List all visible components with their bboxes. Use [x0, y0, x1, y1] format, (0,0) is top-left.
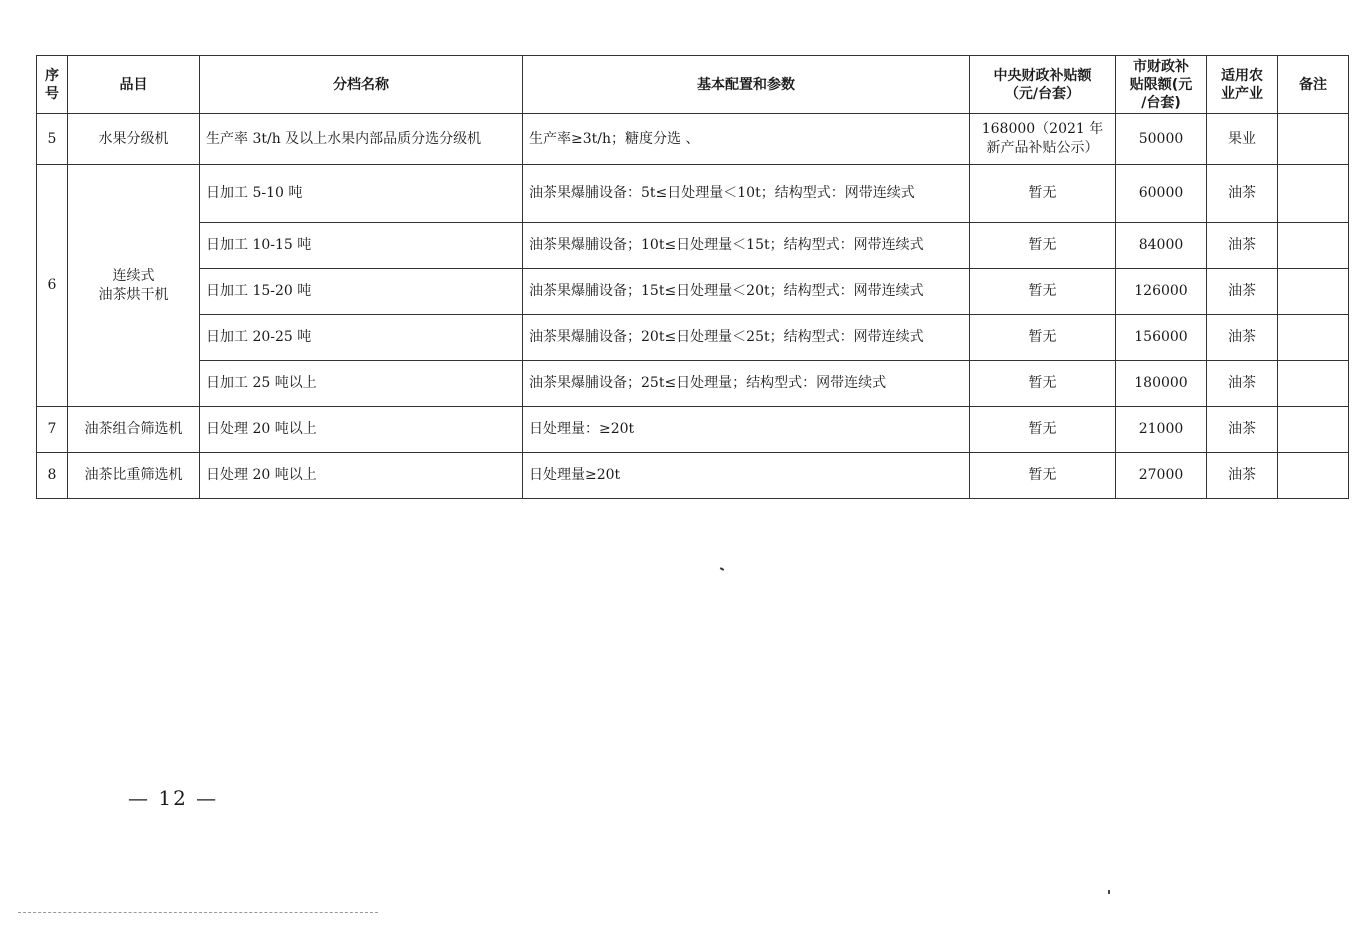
- cell-remark: [1278, 165, 1349, 223]
- cell-config: 油茶果爆脯设备；25t≤日处理量；结构型式：网带连续式: [523, 361, 970, 407]
- table-row: [37, 165, 1349, 223]
- page-number: — 12 —: [128, 786, 219, 810]
- cell-grade: 日处理 20 吨以上: [200, 453, 523, 499]
- cell-central-subsidy: 暂无: [970, 453, 1116, 499]
- table-row: [37, 407, 1349, 453]
- cell-config: 日处理量：≥20t: [523, 407, 970, 453]
- cell-central-subsidy: 168000（2021 年新产品补贴公示）: [970, 114, 1116, 165]
- cell-industry: 果业: [1207, 114, 1278, 165]
- header-seq: 序 号: [37, 56, 68, 114]
- cell-central-subsidy: 暂无: [970, 315, 1116, 361]
- cell-config: 油茶果爆脯设备；15t≤日处理量＜20t；结构型式：网带连续式: [523, 269, 970, 315]
- cell-city-subsidy: 156000: [1116, 315, 1207, 361]
- header-config: 基本配置和参数: [523, 56, 970, 114]
- header-industry: 适用农 业产业: [1207, 56, 1278, 114]
- cell-remark: [1278, 269, 1349, 315]
- cell-remark: [1278, 453, 1349, 499]
- cell-city-subsidy: 180000: [1116, 361, 1207, 407]
- cell-industry: 油茶: [1207, 269, 1278, 315]
- cell-central-subsidy: 暂无: [970, 165, 1116, 223]
- cell-remark: [1278, 114, 1349, 165]
- cell-industry: 油茶: [1207, 223, 1278, 269]
- cell-config: 油茶果爆脯设备：5t≤日处理量＜10t；结构型式：网带连续式: [523, 165, 970, 223]
- cell-industry: 油茶: [1207, 361, 1278, 407]
- cell-remark: [1278, 315, 1349, 361]
- header-central-subsidy: 中央财政补贴额 （元/台套）: [970, 56, 1116, 114]
- cell-grade: 日加工 25 吨以上: [200, 361, 523, 407]
- cell-central-subsidy: 暂无: [970, 407, 1116, 453]
- cell-config: 油茶果爆脯设备；10t≤日处理量＜15t；结构型式：网带连续式: [523, 223, 970, 269]
- cell-central-subsidy: 暂无: [970, 223, 1116, 269]
- cell-grade: 日加工 20-25 吨: [200, 315, 523, 361]
- cell-grade: 日处理 20 吨以上: [200, 407, 523, 453]
- cell-item: 水果分级机: [68, 114, 200, 165]
- cell-city-subsidy: 84000: [1116, 223, 1207, 269]
- table-row: [37, 453, 1349, 499]
- table-row: [37, 269, 1349, 315]
- cell-city-subsidy: 50000: [1116, 114, 1207, 165]
- cell-config: 日处理量≥20t: [523, 453, 970, 499]
- table-row: [37, 315, 1349, 361]
- header-item: 品目: [68, 56, 200, 114]
- cell-industry: 油茶: [1207, 407, 1278, 453]
- cell-central-subsidy: 暂无: [970, 269, 1116, 315]
- cell-remark: [1278, 361, 1349, 407]
- scan-speck: [1108, 890, 1110, 894]
- cell-city-subsidy: 21000: [1116, 407, 1207, 453]
- cell-seq: 6: [37, 165, 68, 407]
- cell-grade: 日加工 15-20 吨: [200, 269, 523, 315]
- cell-industry: 油茶: [1207, 165, 1278, 223]
- table-row: [37, 361, 1349, 407]
- cell-city-subsidy: 126000: [1116, 269, 1207, 315]
- table-row: [37, 114, 1349, 165]
- cell-seq: 8: [37, 453, 68, 499]
- cell-config: 生产率≥3t/h；糖度分选 、: [523, 114, 970, 165]
- cell-config: 油茶果爆脯设备；20t≤日处理量＜25t；结构型式：网带连续式: [523, 315, 970, 361]
- table-row: [37, 223, 1349, 269]
- cell-remark: [1278, 223, 1349, 269]
- header-city-subsidy: 市财政补 贴限额(元 /台套): [1116, 56, 1207, 114]
- cell-city-subsidy: 60000: [1116, 165, 1207, 223]
- table-header-row: [37, 56, 1349, 114]
- cell-central-subsidy: 暂无: [970, 361, 1116, 407]
- subsidy-table: [36, 55, 1349, 499]
- cell-grade: 生产率 3t/h 及以上水果内部品质分选分级机: [200, 114, 523, 165]
- header-grade: 分档名称: [200, 56, 523, 114]
- scan-speck: [720, 567, 724, 571]
- cell-seq: 5: [37, 114, 68, 165]
- cell-grade: 日加工 5-10 吨: [200, 165, 523, 223]
- cell-remark: [1278, 407, 1349, 453]
- scan-edge-line: [18, 912, 378, 913]
- header-remark: 备注: [1278, 56, 1349, 114]
- cell-item: 油茶比重筛选机: [68, 453, 200, 499]
- cell-grade: 日加工 10-15 吨: [200, 223, 523, 269]
- cell-item: 连续式 油茶烘干机: [68, 165, 200, 407]
- cell-city-subsidy: 27000: [1116, 453, 1207, 499]
- cell-item: 油茶组合筛选机: [68, 407, 200, 453]
- cell-seq: 7: [37, 407, 68, 453]
- cell-industry: 油茶: [1207, 315, 1278, 361]
- cell-industry: 油茶: [1207, 453, 1278, 499]
